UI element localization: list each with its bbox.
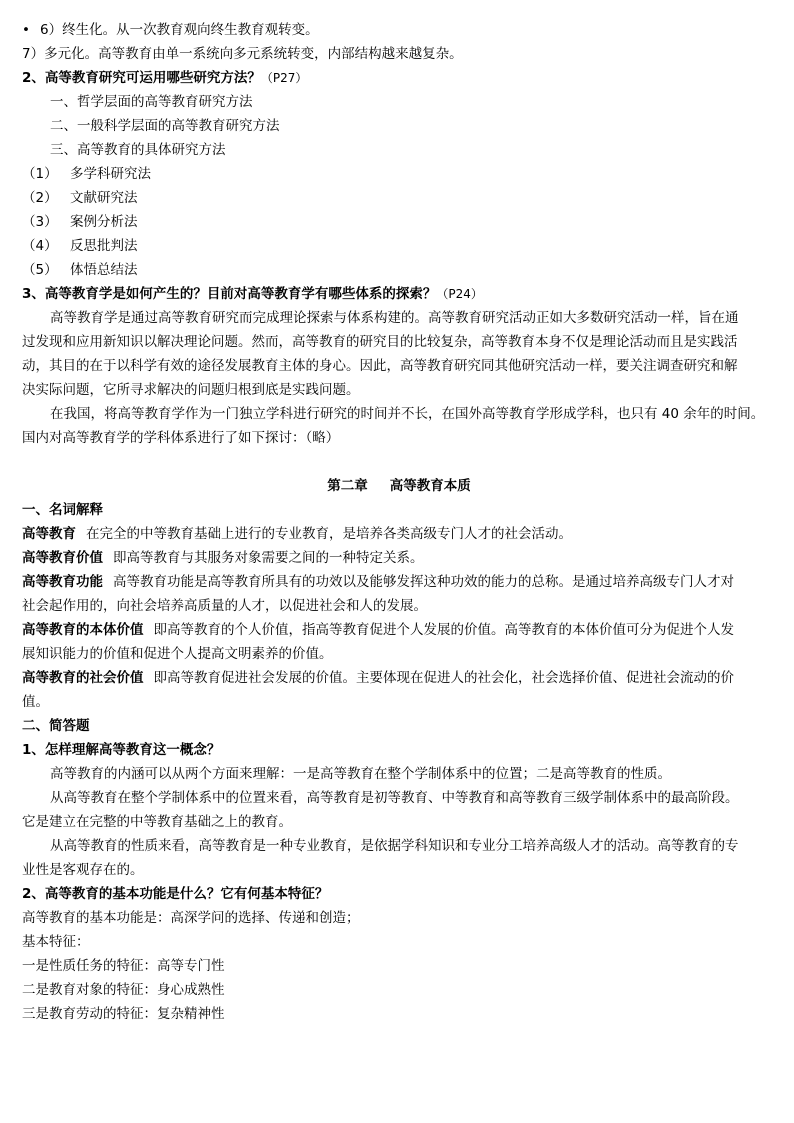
list-item: （5） 体悟总结法	[22, 262, 138, 278]
chapter-title: 第二章 高等教育本质	[327, 478, 471, 494]
paragraph-line: 过发现和应用新知识以解决理论问题。然而，高等教育的研究目的比较复杂，高等教育本身不仅是理论活动而且是实践活	[22, 334, 738, 350]
definition-line: 高等教育功能 高等教育功能是高等教育所具有的功效以及能够发挥这种功效的能力的总称。是通过培养高级专门人才对	[22, 574, 734, 590]
definition-line: 高等教育价值 即高等教育与其服务对象需要之间的一种特定关系。	[22, 550, 424, 566]
paragraph-line: 高等教育学是通过高等教育研究而完成理论探索与体系构建的。高等教育研究活动正如大多数研究活动一样，旨在通	[50, 310, 739, 326]
paragraph-line: 高等教育的基本功能是：高深学问的选择、传递和创造；	[22, 910, 360, 926]
definition-line: 社会起作用的，向社会培养高质量的人才，以促进社会和人的发展。	[22, 598, 427, 614]
definition-line: 高等教育的本体价值 即高等教育的个人价值，指高等教育促进个人发展的价值。高等教育的本体价值可分为促进个人发	[22, 622, 734, 638]
section-heading: 二、简答题	[22, 718, 90, 734]
paragraph-line: 它是建立在完整的中等教育基础之上的教育。	[22, 814, 292, 830]
section-heading: 一、名词解释	[22, 502, 103, 518]
method-item: 三、高等教育的具体研究方法	[50, 142, 226, 158]
paragraph-line: 从高等教育的性质来看，高等教育是一种专业教育，是依据学科知识和专业分工培养高级人才的活动。高等教育的专	[50, 838, 739, 854]
paragraph-line: 在我国，将高等教育学作为一门独立学科进行研究的时间并不长，在国外高等教育学形成学科，也只有 40 余年的时间。	[50, 406, 765, 422]
list-item: 三是教育劳动的特征：复杂精神性	[22, 1006, 225, 1022]
method-item: 二、一般科学层面的高等教育研究方法	[50, 118, 280, 134]
document-page	[22, 18, 776, 1026]
paragraph-line: 动，其目的在于以科学有效的途径发展教育主体的身心。因此，高等教育研究同其他研究活动一样，要关注调查研究和解	[22, 358, 738, 374]
list-item: （3） 案例分析法	[22, 214, 138, 230]
list-item: （1） 多学科研究法	[22, 166, 151, 182]
list-item: （4） 反思批判法	[22, 238, 138, 254]
list-item: （2） 文献研究法	[22, 190, 138, 206]
spacer	[22, 450, 776, 474]
paragraph-line: 从高等教育在整个学制体系中的位置来看，高等教育是初等教育、中等教育和高等教育三级学制体系中的最高阶段。	[50, 790, 739, 806]
definition-line: 高等教育 在完全的中等教育基础上进行的专业教育，是培养各类高级专门人才的社会活动。	[22, 526, 572, 542]
definition-line: 高等教育的社会价值 即高等教育促进社会发展的价值。主要体现在促进人的社会化，社会选择价值、促进社会流动的价	[22, 670, 734, 686]
paragraph-line: 高等教育的内涵可以从两个方面来理解：一是高等教育在整个学制体系中的位置；二是高等教育的性质。	[50, 766, 671, 782]
list-item: 二是教育对象的特征：身心成熟性	[22, 982, 225, 998]
definition-line: 值。	[22, 694, 49, 710]
bullet-icon: •	[22, 22, 30, 38]
paragraph-line: 国内对高等教育学的学科体系进行了如下探讨：（略）	[22, 430, 340, 446]
list-item: • 6）终生化。从一次教育观向终生教育观转变。	[22, 18, 776, 42]
question-heading: 1、怎样理解高等教育这一概念？	[22, 742, 221, 758]
question-heading: 3、高等教育学是如何产生的？目前对高等教育学有哪些体系的探索？（P24）	[22, 286, 483, 302]
method-item: 一、哲学层面的高等教育研究方法	[50, 94, 253, 110]
paragraph-line: 决实际问题，它所寻求解决的问题归根到底是实践问题。	[22, 382, 360, 398]
paragraph-line: 业性是客观存在的。	[22, 862, 144, 878]
question-heading: 2、高等教育的基本功能是什么？它有何基本特征？	[22, 886, 329, 902]
paragraph-line: 基本特征：	[22, 934, 90, 950]
definition-line: 展知识能力的价值和促进个人提高文明素养的价值。	[22, 646, 333, 662]
list-item: 7）多元化。高等教育由单一系统向多元系统转变，内部结构越来越复杂。	[22, 46, 463, 62]
question-heading: 2、高等教育研究可运用哪些研究方法？（P27）	[22, 70, 308, 86]
list-item: 一是性质任务的特征：高等专门性	[22, 958, 225, 974]
